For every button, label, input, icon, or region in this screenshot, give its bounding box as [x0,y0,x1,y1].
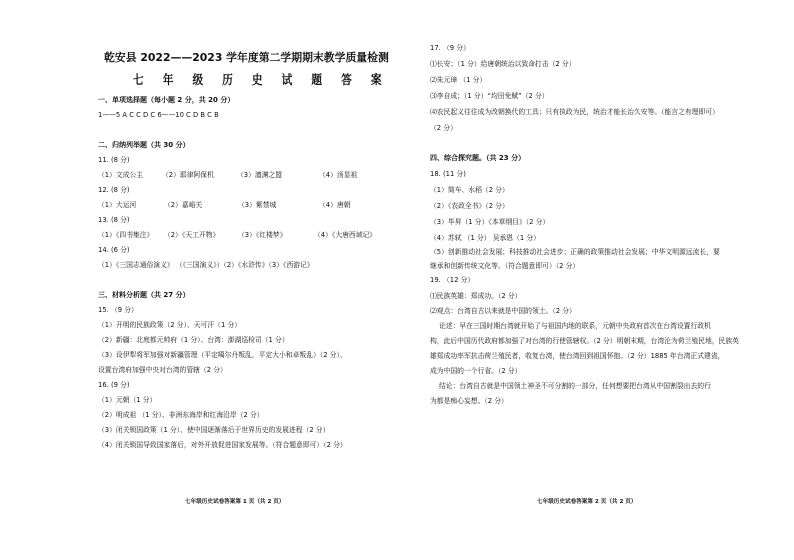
q18-line-6: 继承和创新传统文化等。（符合题意即可）（2 分） [430,262,580,270]
q16-line-4: （4）闭关锁国导致国家落后，对外开放促进国家发展等。（符合题意即可）（2 分） [98,441,347,449]
q15-label: 15. （9 分） [98,306,138,314]
q13-item-3: （3）《红楼梦》 [238,231,287,239]
q11-item-2: （2）耶律阿保机 [162,171,214,179]
q12-item-4: （4）唐朝 [319,201,351,209]
q13-item-1: （1）《四书集注》 [98,231,154,239]
q13-item-4: （4）《大唐西域记》 [314,231,377,239]
q17-line-2: ⑵朱元璋 （1 分） [430,76,487,84]
q19-line-4: 构，此后中国历代政府都加强了对台湾的行使管辖权。（2 分）明朝末期，台湾沦为荷兰殖民地，民族英 [430,337,739,345]
q17-line-5: （2 分） [430,124,457,132]
q16-line-1: （1）元朝（1 分） [98,396,157,404]
q18-line-4: （4）苏轼 （1 分） 吴承恩（1 分） [430,234,540,242]
page-1-footer: 七年级历史试卷答案第 1 页（共 2 页） [185,499,285,505]
q11-label: 11. (8 分) [98,156,130,164]
q14-label: 14. (6 分) [98,246,130,254]
q19-line-8: 为都是痴心妄想。（2 分） [430,397,508,405]
q12-item-3: （3）紫禁城 [238,201,277,209]
q16-label: 16. (9 分) [98,381,130,389]
page-subtitle: 七 年 级 历 史 试 题 答 案 [133,72,390,87]
q13-item-2: （2）《天工开物》 [164,231,220,239]
q19-line-2: ⑵观点：台湾自古以来就是中国的领土。（2 分） [430,307,576,315]
q11-item-4: （4）汤显祖 [319,171,358,179]
q19-label: 19. （12 分） [430,276,475,284]
page-2-footer: 七年级历史试卷答案第 2 页（共 2 页） [537,499,637,505]
answer-page-2 [397,0,794,560]
q19-line-7: 结论：台湾自古就是中国领土神圣不可分割的一部分，任何想要把台湾从中国割裂出去的行 [439,382,711,390]
q19-line-1: ⑴民族英雄：郑成功。（2 分） [430,292,522,300]
q15-line-2: （2）新疆：北庭都元帅府（1 分）、台湾：澎湖巡检司（1 分） [98,336,289,344]
q12-label: 12. (8 分) [98,186,130,194]
q15-line-1: （1）开明的民族政策（2 分）、天可汗（1 分） [98,321,242,329]
q18-line-5: （5）创新推动社会发展；科技推动社会进步；正确的政策推动社会发展；中华文明源远流长，要 [430,248,720,256]
section-3-heading: 三、材料分析题（共 27 分） [98,291,190,299]
q18-line-3: （3）毕昇（1 分）《本草纲目》（2 分） [430,218,550,226]
q15-line-4: 设置台湾府加强中央对台湾的管辖（2 分） [98,366,227,374]
exam-title: 乾安县 2022——2023 学年度第二学期期末教学质量检测 [104,51,389,64]
q16-line-2: （2）明成祖 （1 分）、非洲东海岸和红海沿岸（2 分） [98,411,264,419]
q14-answer: （1）《三国志通俗演义》 （《三国演义》）（2）《水浒传》（3）《西游记》 [98,261,314,269]
q16-line-3: （3）闭关锁国政策（1 分）、使中国逐渐落后于世界历史的发展进程（2 分） [98,426,330,434]
q18-line-2: （2）《农政全书》（2 分） [430,202,509,210]
mc-answers: 1——5 A C C D C 6——10 C D B C B [98,111,219,119]
q13-label: 13. (8 分) [98,216,130,224]
q17-line-4: ⑷农民起义往往成为改朝换代的工具；只有执政为民，统治才能长治久安等。（能言之有理即可） [430,108,719,116]
q11-item-1: （1）文成公主 [98,171,144,179]
q11-item-3: （3）澶渊之盟 [237,171,283,179]
q15-line-3: （3）设伊犁将军加强对新疆管理（平定噶尔丹叛乱，平定大小和卓叛乱）（2 分）、 [98,351,347,359]
q12-item-1: （1）大运河 [98,201,137,209]
q19-line-6: 成为中国的一个行省。（2 分） [430,367,522,375]
section-4-heading: 四、综合探究题。（共 23 分） [430,154,526,162]
q19-line-3: 论述：早在三国时期台湾就开始了与祖国内地的联系，元朝中央政府首次在台湾设置行政机 [439,322,711,330]
section-1-heading: 一、单项选择题（每小题 2 分，共 20 分） [98,96,235,104]
section-2-heading: 二、归纳列举题（共 30 分） [98,141,190,149]
q12-item-2: （2）嘉峪关 [164,201,203,209]
q18-line-1: （1）简车、水稻（2 分） [430,186,509,194]
q19-line-5: 雄郑成功率军抗击荷兰殖民者，收复台湾，使台湾回到祖国怀抱。（2 分）1885 年台湾正式建省， [430,352,725,360]
q17-line-1: ⑴长安；（1 分）给唐朝统治以致命打击（2 分） [430,60,576,68]
q17-label: 17. （9 分） [430,44,470,52]
q17-line-3: ⑶李自成；（1 分）“均田免赋”（2 分） [430,92,549,100]
q18-label: 18. (11 分) [430,170,466,178]
